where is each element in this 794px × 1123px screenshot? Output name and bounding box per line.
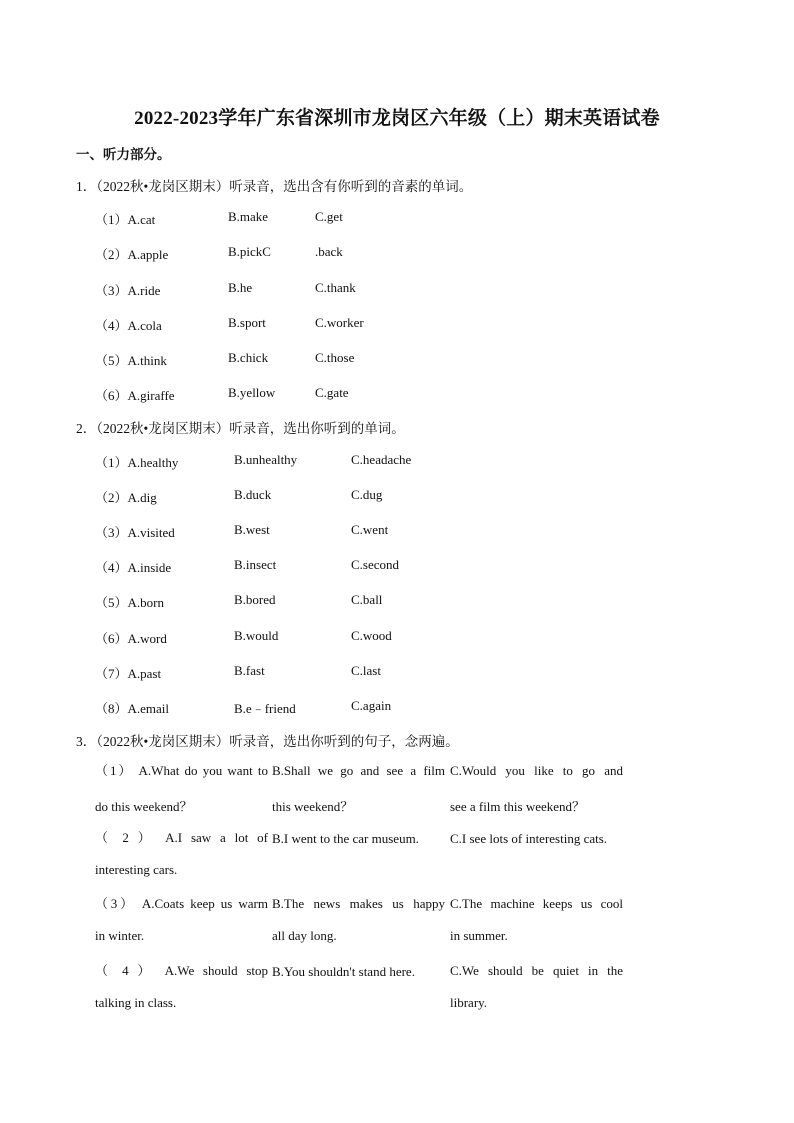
q3-item-2-option-b-line1: B.I went to the car museum. — [272, 831, 419, 846]
q3-item-4-option-a-line2: talking in class. — [95, 995, 177, 1010]
q3-item-2-option-a-line1: （ 2 ） A.I saw a lot of — [95, 830, 268, 845]
q3-item-1-option-c-line1: C.Would you like to go and — [450, 763, 623, 778]
question-1-stem: 1．（2022秋•龙岗区期末）听录音，选出含有你听到的音素的单词。 — [76, 179, 473, 194]
q1-item-6-option-b: B.yellow — [228, 385, 276, 400]
q2-item-7-option-b: B.fast — [234, 663, 265, 678]
q2-item-6-option-a: （6）A.word — [95, 631, 167, 646]
q1-item-1-option-c: C.get — [315, 209, 343, 224]
q3-item-1-option-b-line1: B.Shall we go and see a film — [272, 763, 445, 778]
q2-item-4-option-c: C.second — [351, 557, 400, 572]
q1-item-3-option-b: B.he — [228, 280, 253, 295]
q3-item-3-option-c-line1: C.The machine keeps us cool — [450, 896, 623, 911]
q2-item-1-option-b: B.unhealthy — [234, 452, 298, 467]
question-3-stem: 3．（2022秋•龙岗区期末）听录音，选出你听到的句子，念两遍。 — [76, 734, 459, 749]
q2-item-8-option-b: B.e﹣friend — [234, 701, 296, 716]
section-heading: 一、听力部分。 — [76, 147, 171, 162]
page-title: 2022-2023学年广东省深圳市龙岗区六年级（上）期末英语试卷 — [134, 108, 660, 129]
q2-item-7-option-c: C.last — [351, 663, 381, 678]
q1-item-3-option-c: C.thank — [315, 280, 356, 295]
q2-item-4-option-a: （4）A.inside — [95, 560, 172, 575]
q3-item-3-option-c-line2: in summer. — [450, 928, 508, 943]
q3-item-1-option-c-line2: see a film this weekend？ — [450, 799, 586, 814]
q3-item-1-option-a-line2: do this weekend？ — [95, 799, 193, 814]
q3-item-3-option-b-line1: B.The news makes us happy — [272, 896, 445, 911]
q1-item-4-option-b: B.sport — [228, 315, 266, 330]
q3-item-1-option-a-line1: （1） A.What do you want to — [95, 763, 268, 778]
q1-item-5-option-a: （5）A.think — [95, 353, 167, 368]
q2-item-7-option-a: （7）A.past — [95, 666, 162, 681]
q1-item-2-option-c: .back — [315, 244, 343, 259]
question-2-stem: 2．（2022秋•龙岗区期末）听录音，选出你听到的单词。 — [76, 421, 405, 436]
q2-item-3-option-c: C.went — [351, 522, 389, 537]
q1-item-5-option-b: B.chick — [228, 350, 269, 365]
q2-item-2-option-b: B.duck — [234, 487, 272, 502]
q2-item-1-option-a: （1）A.healthy — [95, 455, 179, 470]
q1-item-6-option-a: （6）A.giraffe — [95, 388, 175, 403]
q2-item-3-option-b: B.west — [234, 522, 270, 537]
q1-item-4-option-c: C.worker — [315, 315, 364, 330]
q2-item-2-option-a: （2）A.dig — [95, 490, 157, 505]
q1-item-2-option-b: B.pickC — [228, 244, 271, 259]
q2-item-6-option-c: C.wood — [351, 628, 392, 643]
q2-item-1-option-c: C.headache — [351, 452, 412, 467]
q3-item-4-option-a-line1: （ 4 ） A.We should stop — [95, 963, 268, 978]
q3-item-4-option-b-line1: B.You shouldn't stand here. — [272, 964, 415, 979]
q3-item-4-option-c-line2: library. — [450, 995, 488, 1010]
q1-item-3-option-a: （3）A.ride — [95, 283, 161, 298]
q2-item-5-option-c: C.ball — [351, 592, 383, 607]
q2-item-5-option-b: B.bored — [234, 592, 276, 607]
q2-item-3-option-a: （3）A.visited — [95, 525, 175, 540]
q2-item-8-option-a: （8）A.email — [95, 701, 170, 716]
q1-item-2-option-a: （2）A.apple — [95, 247, 169, 262]
q2-item-5-option-a: （5）A.born — [95, 595, 164, 610]
q1-item-4-option-a: （4）A.cola — [95, 318, 162, 333]
q3-item-2-option-a-line2: interesting cars. — [95, 862, 178, 877]
q2-item-8-option-c: C.again — [351, 698, 392, 713]
q1-item-5-option-c: C.those — [315, 350, 355, 365]
q2-item-4-option-b: B.insect — [234, 557, 277, 572]
q2-item-2-option-c: C.dug — [351, 487, 383, 502]
q3-item-1-option-b-line2: this weekend？ — [272, 799, 354, 814]
q3-item-2-option-c-line1: C.I see lots of interesting cats. — [450, 831, 608, 846]
q3-item-3-option-a-line1: （3） A.Coats keep us warm — [95, 896, 268, 911]
q3-item-3-option-a-line2: in winter. — [95, 928, 145, 943]
q3-item-4-option-c-line1: C.We should be quiet in the — [450, 963, 623, 978]
q1-item-1-option-b: B.make — [228, 209, 269, 224]
q1-item-6-option-c: C.gate — [315, 385, 349, 400]
q2-item-6-option-b: B.would — [234, 628, 279, 643]
q1-item-1-option-a: （1）A.cat — [95, 212, 156, 227]
q3-item-3-option-b-line2: all day long. — [272, 928, 337, 943]
